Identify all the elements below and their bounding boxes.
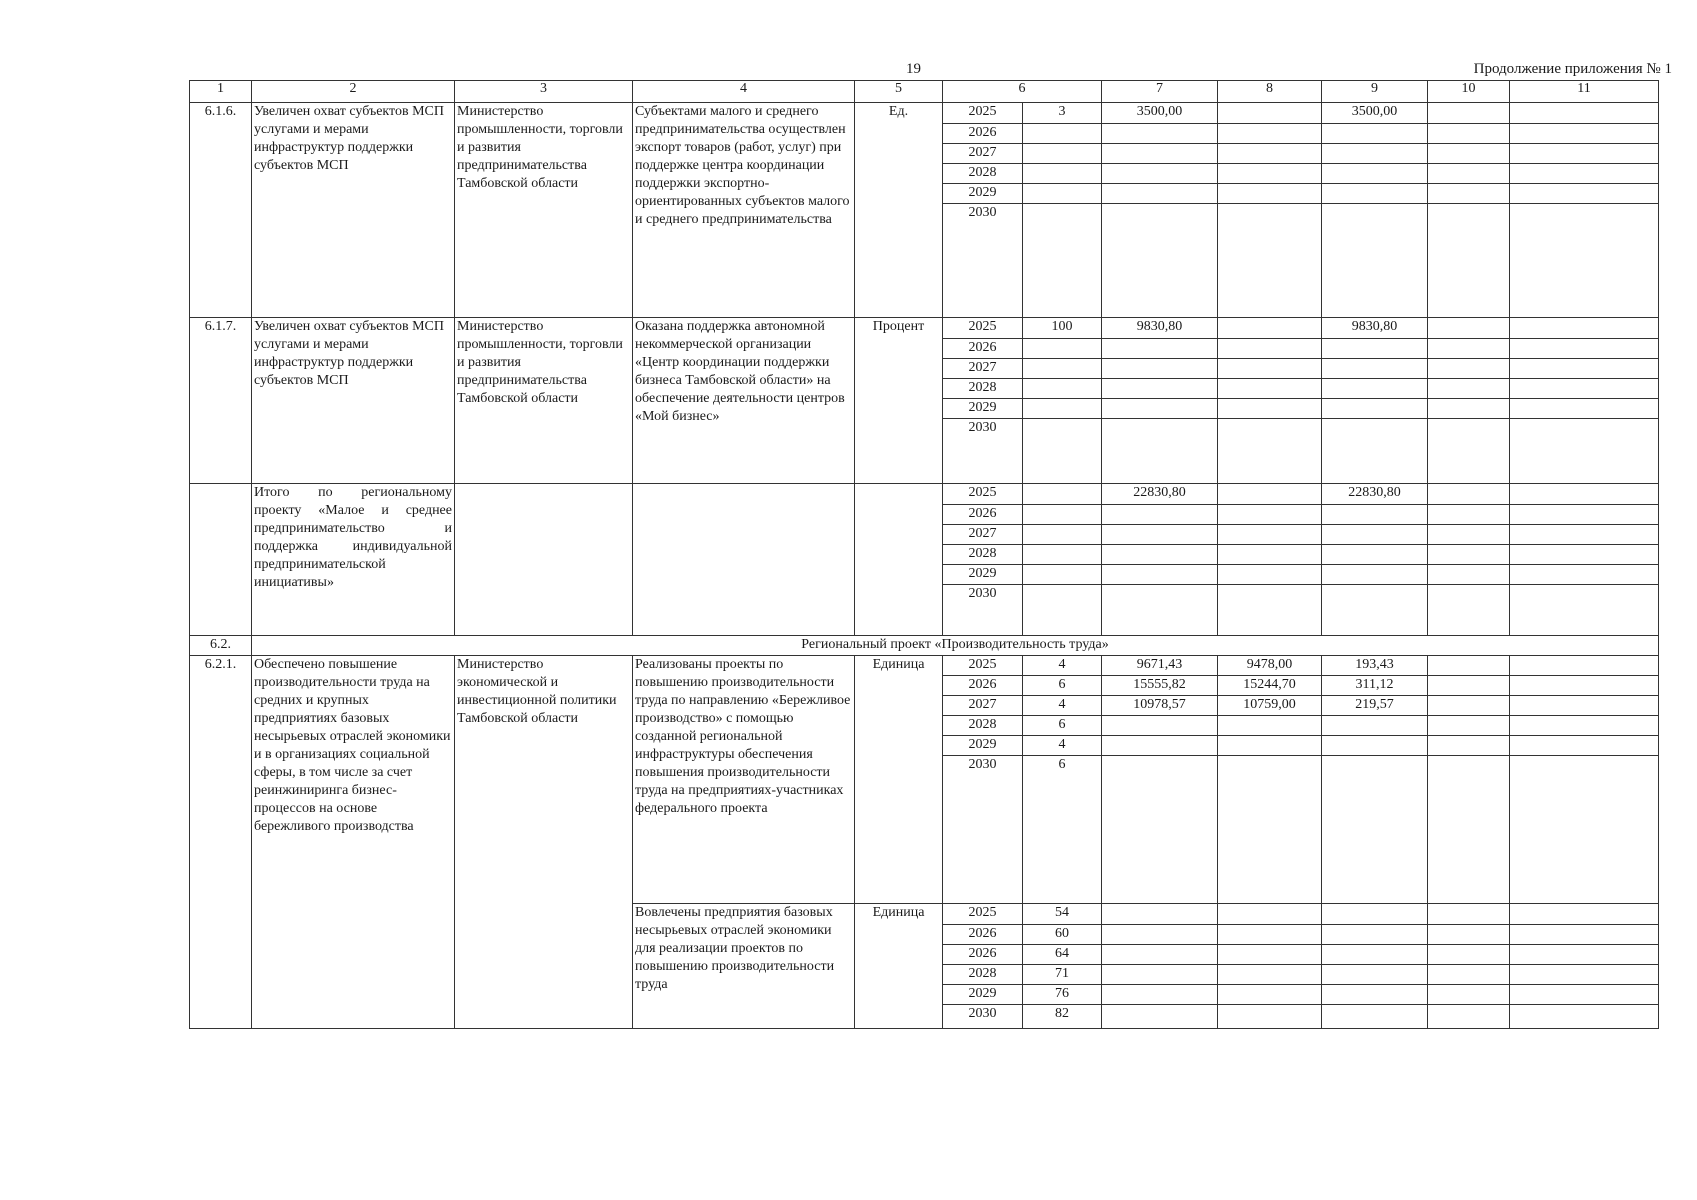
unit-cell: [855, 484, 943, 636]
year-cell: 2025: [943, 656, 1023, 676]
amount-cell-c11: [1510, 716, 1659, 736]
amount-cell-c10: [1428, 484, 1510, 505]
amount-cell-c10: [1428, 525, 1510, 545]
amount-cell-c9: [1322, 359, 1428, 379]
table-row: [190, 103, 1659, 124]
amount-cell-c10: [1428, 379, 1510, 399]
result-cell: Увеличен охват субъектов МСП услугами и мерами инфраструктур поддержки субъектов МСП: [252, 318, 455, 484]
amount-cell-c7: [1102, 756, 1218, 904]
year-cell: 2027: [943, 144, 1023, 164]
amount-cell-c7: 9671,43: [1102, 656, 1218, 676]
amount-cell-c11: [1510, 945, 1659, 965]
amount-cell-c11: [1510, 545, 1659, 565]
row-number: 6.1.6.: [190, 103, 252, 318]
unit-cell: Ед.: [855, 103, 943, 318]
amount-cell-c10: [1428, 656, 1510, 676]
amount-cell-c8: [1218, 756, 1322, 904]
indicator-value-cell: [1023, 484, 1102, 505]
amount-cell-c7: [1102, 124, 1218, 144]
amount-cell-c9: [1322, 756, 1428, 904]
year-cell: 2027: [943, 525, 1023, 545]
amount-cell-c7: [1102, 339, 1218, 359]
column-header: 3: [455, 81, 633, 103]
amount-cell-c8: [1218, 945, 1322, 965]
indicator-value-cell: [1023, 419, 1102, 484]
indicator-value-cell: [1023, 204, 1102, 318]
indicator-value-cell: 3: [1023, 103, 1102, 124]
indicator-value-cell: 64: [1023, 945, 1102, 965]
amount-cell-c8: [1218, 505, 1322, 525]
responsible-cell: [455, 484, 633, 636]
amount-cell-c8: [1218, 164, 1322, 184]
amount-cell-c9: 193,43: [1322, 656, 1428, 676]
unit-cell: Единица: [855, 656, 943, 904]
amount-cell-c7: [1102, 164, 1218, 184]
amount-cell-c11: [1510, 184, 1659, 204]
amount-cell-c8: [1218, 399, 1322, 419]
amount-cell-c11: [1510, 756, 1659, 904]
amount-cell-c7: 10978,57: [1102, 696, 1218, 716]
amount-cell-c9: [1322, 124, 1428, 144]
amount-cell-c11: [1510, 565, 1659, 585]
amount-cell-c10: [1428, 103, 1510, 124]
amount-cell-c10: [1428, 756, 1510, 904]
year-cell: 2029: [943, 184, 1023, 204]
result-cell: Увеличен охват субъектов МСП услугами и мерами инфраструктур поддержки субъектов МСП: [252, 103, 455, 318]
year-cell: 2029: [943, 736, 1023, 756]
amount-cell-c10: [1428, 419, 1510, 484]
year-cell: 2026: [943, 339, 1023, 359]
indicator-value-cell: [1023, 565, 1102, 585]
year-cell: 2025: [943, 103, 1023, 124]
amount-cell-c9: [1322, 716, 1428, 736]
amount-cell-c10: [1428, 585, 1510, 636]
indicator-value-cell: [1023, 585, 1102, 636]
amount-cell-c11: [1510, 484, 1659, 505]
amount-cell-c8: [1218, 124, 1322, 144]
column-header: 10: [1428, 81, 1510, 103]
amount-cell-c11: [1510, 399, 1659, 419]
indicator-value-cell: 4: [1023, 656, 1102, 676]
amount-cell-c11: [1510, 419, 1659, 484]
amount-cell-c11: [1510, 124, 1659, 144]
amount-cell-c10: [1428, 925, 1510, 945]
amount-cell-c8: [1218, 904, 1322, 925]
amount-cell-c7: [1102, 904, 1218, 925]
amount-cell-c10: [1428, 339, 1510, 359]
amount-cell-c7: [1102, 1005, 1218, 1029]
indicator-cell: [633, 484, 855, 636]
column-header: 11: [1510, 81, 1659, 103]
result-cell: Итого по региональному проекту «Малое и среднее предпринимательство и поддержка индивидуальной предпринимательской инициативы»: [252, 484, 455, 636]
indicator-value-cell: [1023, 124, 1102, 144]
amount-cell-c8: [1218, 985, 1322, 1005]
indicator-value-cell: 82: [1023, 1005, 1102, 1029]
responsible-cell: Министерство промышленности, торговли и развития предпринимательства Тамбовской области: [455, 318, 633, 484]
row-number: [190, 484, 252, 636]
indicator-value-cell: 60: [1023, 925, 1102, 945]
indicator-cell: Оказана поддержка автономной некоммерческой организации «Центр координации поддержки бизнеса Тамбовской области» на обеспечение деятельности центров «Мой бизнес»: [633, 318, 855, 484]
amount-cell-c8: [1218, 339, 1322, 359]
indicator-value-cell: [1023, 144, 1102, 164]
amount-cell-c7: [1102, 184, 1218, 204]
amount-cell-c11: [1510, 696, 1659, 716]
year-cell: 2028: [943, 545, 1023, 565]
amount-cell-c10: [1428, 985, 1510, 1005]
year-cell: 2026: [943, 505, 1023, 525]
year-cell: 2026: [943, 676, 1023, 696]
amount-cell-c9: [1322, 1005, 1428, 1029]
amount-cell-c10: [1428, 318, 1510, 339]
budget-table: [189, 80, 1659, 1029]
amount-cell-c11: [1510, 144, 1659, 164]
amount-cell-c9: [1322, 545, 1428, 565]
amount-cell-c9: [1322, 925, 1428, 945]
amount-cell-c8: [1218, 359, 1322, 379]
amount-cell-c11: [1510, 164, 1659, 184]
amount-cell-c9: [1322, 565, 1428, 585]
section-row: [190, 636, 1659, 656]
column-header: 4: [633, 81, 855, 103]
amount-cell-c10: [1428, 696, 1510, 716]
year-cell: 2027: [943, 359, 1023, 379]
year-cell: 2025: [943, 484, 1023, 505]
amount-cell-c10: [1428, 965, 1510, 985]
indicator-value-cell: [1023, 184, 1102, 204]
year-cell: 2025: [943, 904, 1023, 925]
amount-cell-c9: [1322, 904, 1428, 925]
year-cell: 2029: [943, 985, 1023, 1005]
amount-cell-c9: [1322, 379, 1428, 399]
indicator-value-cell: 76: [1023, 985, 1102, 1005]
amount-cell-c7: [1102, 716, 1218, 736]
amount-cell-c9: 3500,00: [1322, 103, 1428, 124]
amount-cell-c10: [1428, 545, 1510, 565]
indicator-value-cell: [1023, 339, 1102, 359]
year-cell: 2030: [943, 585, 1023, 636]
amount-cell-c9: [1322, 965, 1428, 985]
amount-cell-c11: [1510, 985, 1659, 1005]
indicator-value-cell: [1023, 359, 1102, 379]
year-cell: 2028: [943, 716, 1023, 736]
amount-cell-c10: [1428, 945, 1510, 965]
result-cell: Обеспечено повышение производительности труда на средних и крупных предприятиях базовых несырьевых отраслей экономики и в организациях социальной сферы, в том числе за счет реинжиниринга бизнес-процессов на основе бережливого производства: [252, 656, 455, 1029]
amount-cell-c7: [1102, 505, 1218, 525]
amount-cell-c11: [1510, 359, 1659, 379]
row-number: 6.2.1.: [190, 656, 252, 1029]
amount-cell-c10: [1428, 565, 1510, 585]
amount-cell-c7: 3500,00: [1102, 103, 1218, 124]
amount-cell-c10: [1428, 184, 1510, 204]
amount-cell-c7: 15555,82: [1102, 676, 1218, 696]
amount-cell-c11: [1510, 925, 1659, 945]
column-header-row: [190, 81, 1659, 103]
amount-cell-c7: [1102, 204, 1218, 318]
amount-cell-c10: [1428, 359, 1510, 379]
year-cell: 2028: [943, 965, 1023, 985]
indicator-value-cell: 4: [1023, 696, 1102, 716]
year-cell: 2030: [943, 756, 1023, 904]
appendix-note: Продолжение приложения № 1: [1473, 61, 1672, 77]
year-cell: 2025: [943, 318, 1023, 339]
responsible-cell: Министерство экономической и инвестиционной политики Тамбовской области: [455, 656, 633, 1029]
amount-cell-c7: [1102, 525, 1218, 545]
amount-cell-c7: [1102, 545, 1218, 565]
amount-cell-c11: [1510, 1005, 1659, 1029]
indicator-value-cell: 54: [1023, 904, 1102, 925]
amount-cell-c11: [1510, 379, 1659, 399]
amount-cell-c7: 22830,80: [1102, 484, 1218, 505]
amount-cell-c7: [1102, 565, 1218, 585]
amount-cell-c9: [1322, 525, 1428, 545]
indicator-value-cell: [1023, 399, 1102, 419]
indicator-cell: Субъектами малого и среднего предпринимательства осуществлен экспорт товаров (работ, услуг) при поддержке центра координации поддержки экспортно-ориентированных субъектов малого и среднего предпринимательства: [633, 103, 855, 318]
amount-cell-c10: [1428, 736, 1510, 756]
amount-cell-c11: [1510, 736, 1659, 756]
amount-cell-c9: [1322, 399, 1428, 419]
year-cell: 2028: [943, 379, 1023, 399]
amount-cell-c8: [1218, 419, 1322, 484]
amount-cell-c8: [1218, 318, 1322, 339]
indicator-value-cell: [1023, 525, 1102, 545]
amount-cell-c9: [1322, 985, 1428, 1005]
amount-cell-c10: [1428, 204, 1510, 318]
table-row: [190, 484, 1659, 505]
amount-cell-c8: [1218, 184, 1322, 204]
amount-cell-c9: [1322, 736, 1428, 756]
amount-cell-c7: [1102, 925, 1218, 945]
amount-cell-c9: [1322, 505, 1428, 525]
indicator-value-cell: 6: [1023, 676, 1102, 696]
amount-cell-c9: [1322, 585, 1428, 636]
table-row: [190, 318, 1659, 339]
year-cell: 2026: [943, 945, 1023, 965]
year-cell: 2027: [943, 696, 1023, 716]
amount-cell-c11: [1510, 676, 1659, 696]
amount-cell-c7: [1102, 144, 1218, 164]
amount-cell-c8: [1218, 144, 1322, 164]
column-header: 1: [190, 81, 252, 103]
year-cell: 2026: [943, 925, 1023, 945]
indicator-value-cell: [1023, 164, 1102, 184]
indicator-value-cell: 71: [1023, 965, 1102, 985]
column-header: 7: [1102, 81, 1218, 103]
amount-cell-c9: 219,57: [1322, 696, 1428, 716]
column-header: 5: [855, 81, 943, 103]
amount-cell-c9: 9830,80: [1322, 318, 1428, 339]
indicator-value-cell: [1023, 545, 1102, 565]
amount-cell-c11: [1510, 656, 1659, 676]
amount-cell-c8: [1218, 545, 1322, 565]
amount-cell-c10: [1428, 144, 1510, 164]
amount-cell-c9: [1322, 945, 1428, 965]
amount-cell-c8: [1218, 716, 1322, 736]
unit-cell: Единица: [855, 904, 943, 1029]
column-header: 2: [252, 81, 455, 103]
amount-cell-c9: [1322, 339, 1428, 359]
amount-cell-c11: [1510, 585, 1659, 636]
indicator-value-cell: 6: [1023, 756, 1102, 904]
year-cell: 2030: [943, 1005, 1023, 1029]
amount-cell-c8: [1218, 736, 1322, 756]
year-cell: 2030: [943, 204, 1023, 318]
amount-cell-c7: [1102, 399, 1218, 419]
amount-cell-c8: [1218, 379, 1322, 399]
amount-cell-c10: [1428, 904, 1510, 925]
amount-cell-c8: [1218, 1005, 1322, 1029]
amount-cell-c11: [1510, 204, 1659, 318]
responsible-cell: Министерство промышленности, торговли и развития предпринимательства Тамбовской области: [455, 103, 633, 318]
amount-cell-c8: [1218, 103, 1322, 124]
amount-cell-c10: [1428, 676, 1510, 696]
indicator-value-cell: 6: [1023, 716, 1102, 736]
amount-cell-c10: [1428, 1005, 1510, 1029]
amount-cell-c7: [1102, 359, 1218, 379]
column-header: 8: [1218, 81, 1322, 103]
amount-cell-c8: 10759,00: [1218, 696, 1322, 716]
year-cell: 2028: [943, 164, 1023, 184]
amount-cell-c11: [1510, 525, 1659, 545]
amount-cell-c9: [1322, 419, 1428, 484]
amount-cell-c8: [1218, 204, 1322, 318]
row-number: 6.1.7.: [190, 318, 252, 484]
year-cell: 2030: [943, 419, 1023, 484]
amount-cell-c7: [1102, 985, 1218, 1005]
year-cell: 2026: [943, 124, 1023, 144]
amount-cell-c10: [1428, 164, 1510, 184]
amount-cell-c8: [1218, 525, 1322, 545]
amount-cell-c10: [1428, 124, 1510, 144]
amount-cell-c10: [1428, 399, 1510, 419]
section-title: Региональный проект «Производительность труда»: [252, 636, 1659, 656]
indicator-cell: Вовлечены предприятия базовых несырьевых отраслей экономики для реализации проектов по повышению производительности труда: [633, 904, 855, 1029]
amount-cell-c7: [1102, 945, 1218, 965]
page-number: 19: [906, 61, 921, 77]
amount-cell-c9: 22830,80: [1322, 484, 1428, 505]
column-header: 9: [1322, 81, 1428, 103]
amount-cell-c8: 9478,00: [1218, 656, 1322, 676]
amount-cell-c7: 9830,80: [1102, 318, 1218, 339]
amount-cell-c10: [1428, 716, 1510, 736]
amount-cell-c8: [1218, 585, 1322, 636]
amount-cell-c9: [1322, 204, 1428, 318]
unit-cell: Процент: [855, 318, 943, 484]
amount-cell-c10: [1428, 505, 1510, 525]
year-cell: 2029: [943, 399, 1023, 419]
column-header: 6: [943, 81, 1102, 103]
amount-cell-c11: [1510, 965, 1659, 985]
amount-cell-c7: [1102, 419, 1218, 484]
amount-cell-c9: [1322, 144, 1428, 164]
amount-cell-c11: [1510, 318, 1659, 339]
amount-cell-c7: [1102, 965, 1218, 985]
amount-cell-c7: [1102, 736, 1218, 756]
amount-cell-c11: [1510, 339, 1659, 359]
amount-cell-c11: [1510, 103, 1659, 124]
indicator-value-cell: [1023, 379, 1102, 399]
table-row: [190, 656, 1659, 676]
section-number: 6.2.: [190, 636, 252, 656]
amount-cell-c7: [1102, 379, 1218, 399]
indicator-cell: Реализованы проекты по повышению производительности труда по направлению «Бережливое производство» с помощью созданной региональной инфраструктуры обеспечения повышения производительности труда на предприятиях-участниках федерального проекта: [633, 656, 855, 904]
indicator-value-cell: 4: [1023, 736, 1102, 756]
amount-cell-c8: [1218, 925, 1322, 945]
indicator-value-cell: [1023, 505, 1102, 525]
amount-cell-c11: [1510, 505, 1659, 525]
amount-cell-c8: [1218, 965, 1322, 985]
indicator-value-cell: 100: [1023, 318, 1102, 339]
amount-cell-c8: 15244,70: [1218, 676, 1322, 696]
amount-cell-c8: [1218, 484, 1322, 505]
amount-cell-c11: [1510, 904, 1659, 925]
amount-cell-c9: [1322, 184, 1428, 204]
year-cell: 2029: [943, 565, 1023, 585]
amount-cell-c7: [1102, 585, 1218, 636]
amount-cell-c8: [1218, 565, 1322, 585]
amount-cell-c9: [1322, 164, 1428, 184]
amount-cell-c9: 311,12: [1322, 676, 1428, 696]
